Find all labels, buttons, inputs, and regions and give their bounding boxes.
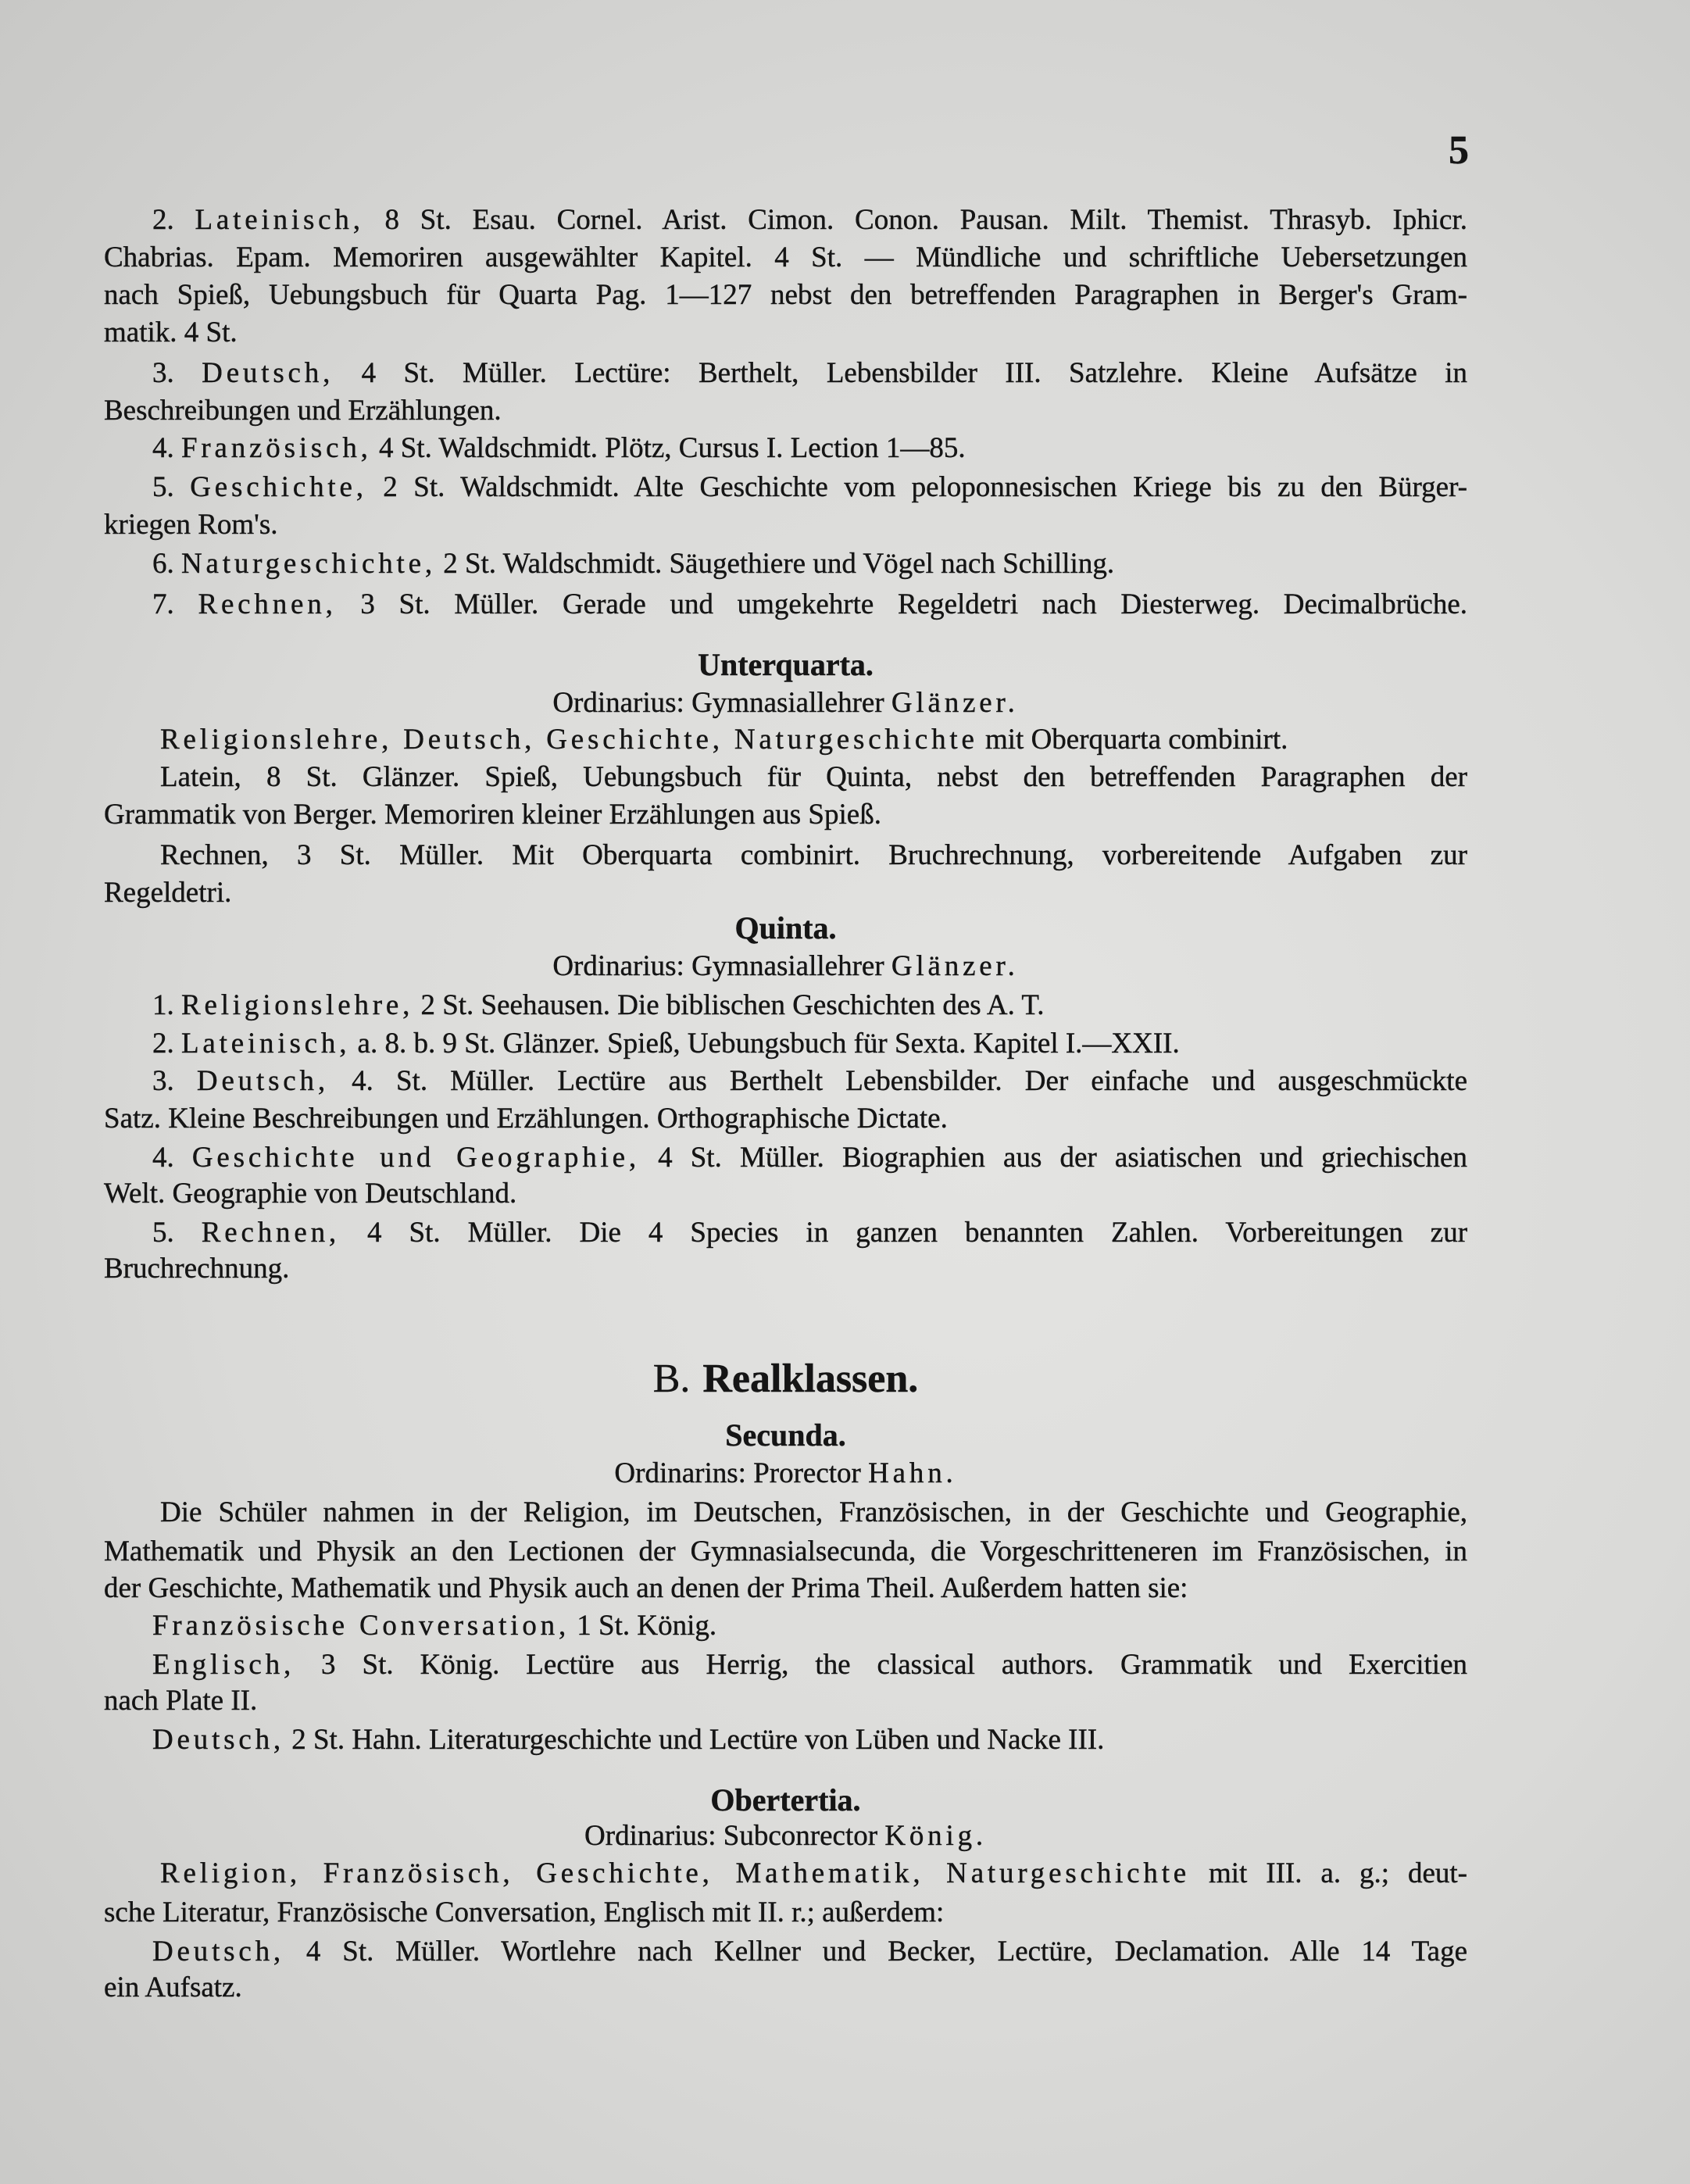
text-line <box>104 1969 1467 2007</box>
text-line <box>160 1855 1467 1893</box>
part-heading-prefix: B. <box>652 1357 691 1401</box>
line-text: 4. <box>152 432 181 464</box>
line-text: Mathematik und Physik an den Lectionen der Gymnasialsecunda, die Vorgeschritteneren im Französischen, in <box>104 1535 1467 1567</box>
spaced-text: Hahn. <box>868 1457 957 1489</box>
text-line <box>104 277 1467 314</box>
line-text: Latein, 8 St. Glänzer. Spieß, Uebungsbuch für Quinta, nebst den betreffenden Paragraphen der <box>160 761 1467 793</box>
ordinarius-line <box>104 1818 1467 1855</box>
ordinarius-line <box>104 685 1467 722</box>
text-line <box>104 1175 1467 1213</box>
line-text: Satz. Kleine Beschreibungen und Erzählungen. Orthographische Dictate. <box>104 1103 948 1135</box>
line-text: 4. St. Müller. Lectüre aus Berthelt Lebensbilder. Der einfache und ausgeschmückte <box>328 1065 1468 1097</box>
text-line <box>152 355 1467 392</box>
spaced-text: Geschichte und Geographie, <box>191 1142 640 1174</box>
text-line <box>160 721 1467 759</box>
text-line <box>104 874 1467 912</box>
line-text: 6. <box>152 548 181 580</box>
page-number: 5 <box>1449 128 1469 173</box>
text-line <box>160 759 1467 796</box>
text-line <box>152 1063 1467 1100</box>
line-text: Grammatik von Berger. Memoriren kleiner Erzählungen aus Spieß. <box>104 799 881 831</box>
spaced-text: Deutsch, <box>196 1065 329 1097</box>
line-text: kriegen Rom's. <box>104 509 278 541</box>
spaced-text: Glänzer. <box>891 950 1019 982</box>
spaced-text: Glänzer. <box>891 687 1019 719</box>
section-heading-secunda: Secunda. <box>725 1417 846 1453</box>
text-line <box>104 314 1467 352</box>
section-heading-obertertia: Obertertia. <box>710 1782 861 1818</box>
line-text: Regeldetri. <box>104 877 232 909</box>
text-line <box>104 1894 1467 1932</box>
text-line <box>104 1250 1467 1288</box>
text-line <box>160 837 1467 874</box>
line-text: 4 St. Müller. Lectüre: Berthelt, Lebensbilder III. Satzlehre. Kleine Aufsätze in <box>334 357 1468 389</box>
line-text: Ordinarius: Subconrector <box>584 1820 885 1852</box>
spaced-text: Deutsch, <box>202 357 334 389</box>
text-line <box>104 392 1467 430</box>
line-text: 3. <box>152 357 202 389</box>
spaced-text: Lateinisch, <box>195 204 364 236</box>
spaced-text: Religionslehre, <box>181 989 414 1021</box>
line-text: 4 St. Waldschmidt. Plötz, Cursus I. Lection 1—85. <box>371 432 966 464</box>
text-line <box>152 1025 1467 1063</box>
spaced-text: Deutsch, <box>152 1936 284 1968</box>
line-text: Ordinarius: Gymnasiallehrer <box>552 950 891 982</box>
line-text: 4 St. Müller. Wortlehre nach Kellner und Becker, Lectüre, Declamation. Alle 14 Tage <box>284 1936 1467 1968</box>
line-text: 8 St. Esau. Cornel. Arist. Cimon. Conon. Pausan. Milt. Themist. Thrasyb. Iphicr. <box>363 204 1468 236</box>
line-text: der Geschichte, Mathematik und Physik auch an denen der Prima Theil. Außerdem hatten sie: <box>104 1572 1188 1604</box>
line-text: 5. <box>152 1217 202 1249</box>
line-text: Die Schüler nahmen in der Religion, im Deutschen, Französischen, in der Geschichte und Geographie, <box>160 1496 1467 1528</box>
line-text: Welt. Geographie von Deutschland. <box>104 1178 517 1210</box>
spaced-text: Französische Conversation, <box>152 1610 570 1642</box>
text-line <box>152 202 1467 239</box>
line-text: 3 St. König. Lectüre aus Herrig, the classical authors. Grammatik und Exercitien <box>295 1649 1467 1681</box>
spaced-text: Geschichte, <box>190 471 367 503</box>
text-line <box>152 1646 1467 1684</box>
spaced-text: Rechnen, <box>198 588 337 620</box>
spaced-text: Französisch, <box>181 432 372 464</box>
line-text: 7. <box>152 588 198 620</box>
text-line <box>152 1607 1467 1645</box>
line-text: nach Spieß, Uebungsbuch für Quarta Pag. 1—127 nebst den betreffenden Paragraphen in Berger's Gram- <box>104 279 1467 311</box>
text-line <box>152 1933 1467 1971</box>
part-heading-realklassen <box>104 1354 1467 1404</box>
line-text: Ordinarius: Gymnasiallehrer <box>552 687 891 719</box>
text-line <box>152 1139 1467 1177</box>
text-line <box>104 1570 1467 1607</box>
text-line <box>152 469 1467 506</box>
line-text: Rechnen, 3 St. Müller. Mit Oberquarta combinirt. Bruchrechnung, vorbereitende Aufgaben zur <box>160 839 1467 871</box>
text-line <box>152 1721 1467 1759</box>
spaced-text: König. <box>884 1820 987 1852</box>
text-line <box>152 987 1467 1024</box>
spaced-text: Religionslehre, Deutsch, Geschichte, Naturgeschichte <box>160 724 978 756</box>
line-text: ein Aufsatz. <box>104 1971 242 2003</box>
line-text: Chabrias. Epam. Memoriren ausgewählter Kapitel. 4 St. — Mündliche und schriftliche Uebersetzungen <box>104 241 1467 273</box>
line-text: 5. <box>152 471 191 503</box>
spaced-text: Rechnen, <box>201 1217 340 1249</box>
line-text: 2 St. Hahn. Literaturgeschichte und Lectüre von Lüben und Nacke III. <box>284 1724 1105 1756</box>
text-line <box>160 1494 1467 1532</box>
section-heading-unterquarta: Unterquarta. <box>698 647 874 682</box>
text-line <box>152 430 1467 467</box>
line-text: 2 St. Seehausen. Die biblischen Geschichten des A. T. <box>413 989 1045 1021</box>
line-text: 3. <box>152 1065 197 1097</box>
line-text: matik. 4 St. <box>104 316 238 349</box>
line-text: 2. <box>152 204 195 236</box>
text-line <box>104 796 1467 834</box>
text-line <box>152 1214 1467 1252</box>
text-line <box>104 1682 1467 1720</box>
spaced-text: Religion, Französisch, Geschichte, Mathematik, Naturgeschichte <box>160 1857 1191 1889</box>
line-text: Beschreibungen und Erzählungen. <box>104 395 502 427</box>
text-line <box>104 239 1467 277</box>
text-line <box>104 1100 1467 1138</box>
line-text: sche Literatur, Französische Conversation, Englisch mit II. r.; außerdem: <box>104 1896 945 1928</box>
section-heading-quinta: Quinta. <box>734 910 837 945</box>
text-line <box>152 545 1467 583</box>
line-text: 4 St. Müller. Biographien aus der asiatischen und griechischen <box>639 1142 1467 1174</box>
line-text: a. 8. b. 9 St. Glänzer. Spieß, Uebungsbuch für Sexta. Kapitel I.—XXII. <box>350 1028 1180 1060</box>
spaced-text: Englisch, <box>152 1649 295 1681</box>
line-text: 2 St. Waldschmidt. Säugethiere und Vögel nach Schilling. <box>435 548 1115 580</box>
line-text: nach Plate II. <box>104 1685 258 1717</box>
text-line <box>104 506 1467 544</box>
spaced-text: Naturgeschichte, <box>181 548 436 580</box>
line-text: Bruchrechnung. <box>104 1253 290 1285</box>
line-text: Ordinarins: Prorector <box>614 1457 869 1489</box>
line-text: mit Oberquarta combinirt. <box>977 724 1288 756</box>
ordinarius-line <box>104 948 1467 985</box>
line-text: 2. <box>152 1028 181 1060</box>
part-heading-title: Realklassen. <box>702 1357 919 1401</box>
line-text: 4 St. Müller. Die 4 Species in ganzen benannten Zahlen. Vorbereitungen zur <box>339 1217 1468 1249</box>
line-text: 1. <box>152 989 181 1021</box>
spaced-text: Lateinisch, <box>181 1028 351 1060</box>
line-text: 3 St. Müller. Gerade und umgekehrte Regeldetri nach Diesterweg. Decimalbrüche. <box>336 588 1468 620</box>
line-text: 1 St. König. <box>570 1610 717 1642</box>
text-line <box>104 1533 1467 1571</box>
spaced-text: Deutsch, <box>152 1724 284 1756</box>
line-text: 4. <box>152 1142 192 1174</box>
ordinarius-line <box>104 1455 1467 1492</box>
line-text: mit III. a. g.; deut- <box>1190 1857 1467 1889</box>
text-line <box>152 586 1467 624</box>
line-text: 2 St. Waldschmidt. Alte Geschichte vom peloponnesischen Kriege bis zu den Bürger- <box>366 471 1467 503</box>
